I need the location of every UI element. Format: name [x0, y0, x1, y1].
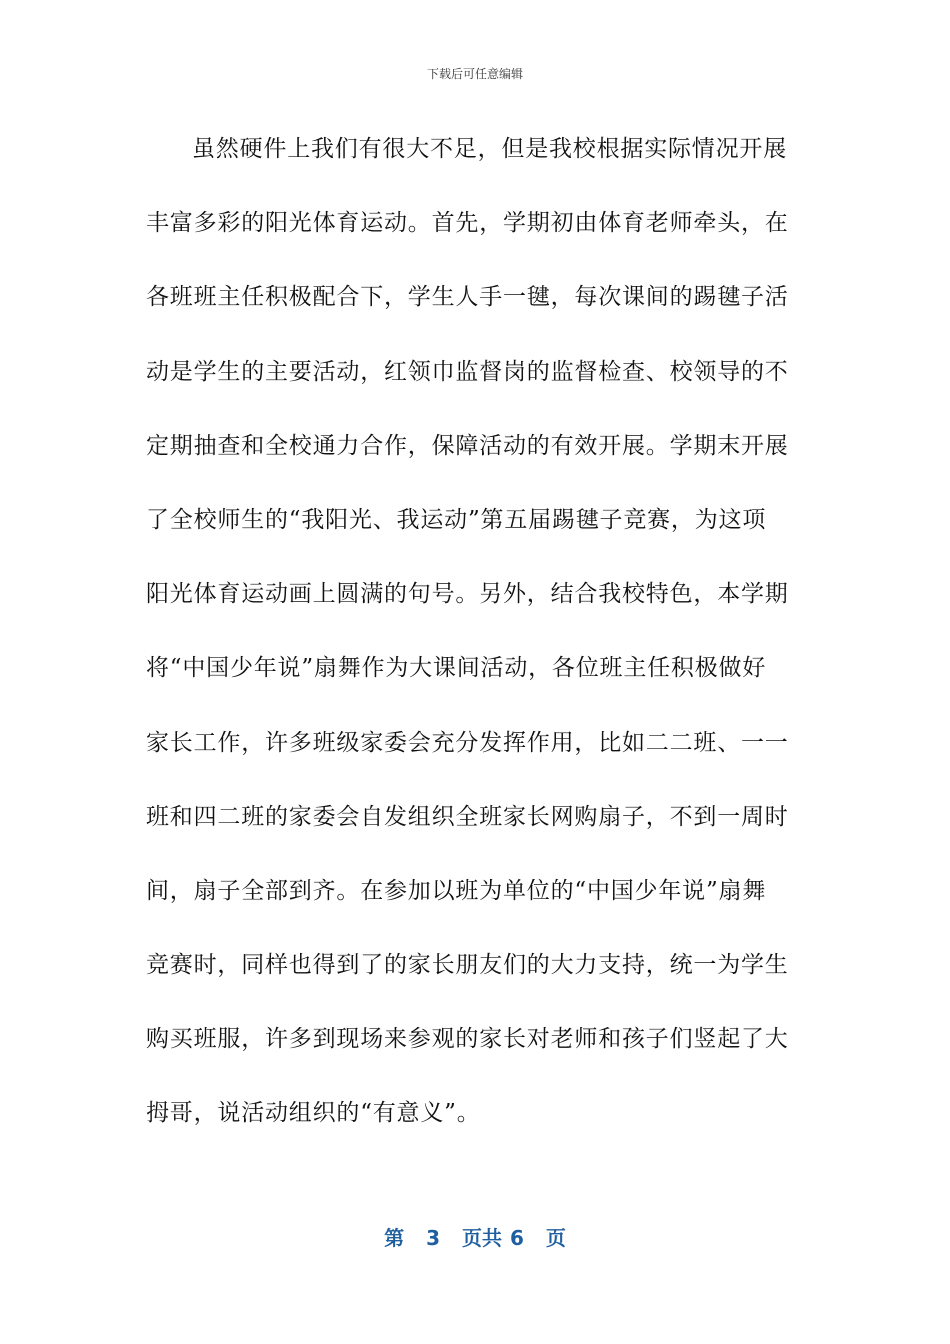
- paragraph-line: 班和四二班的家委会自发组织全班家长网购扇子，不到一周时: [146, 803, 789, 830]
- paragraph-line: 家长工作，许多班级家委会充分发挥作用，比如二二班、一一: [146, 729, 789, 756]
- paragraph-line: 虽然硬件上我们有很大不足，但是我校根据实际情况开展: [192, 136, 787, 162]
- paragraph-line: 竞赛时，同样也得到了的家长朋友们的大力支持，统一为学生: [146, 952, 789, 979]
- paragraph-line: 了全校师生的“我阳光、我运动”第五届踢毽子竞赛，为这项: [146, 506, 767, 533]
- paragraph-line: 间，扇子全部到齐。在参加以班为单位的“中国少年说”扇舞: [146, 877, 767, 904]
- paragraph-line: 丰富多彩的阳光体育运动。首先，学期初由体育老师牵头，在: [146, 210, 789, 237]
- page-footer: [0, 1224, 950, 1252]
- footer-suffix: 页: [545, 1226, 566, 1250]
- paragraph-line: 阳光体育运动画上圆满的句号。另外，结合我校特色，本学期: [146, 581, 789, 608]
- paragraph-line: 拇哥，说活动组织的“有意义”。: [146, 1100, 481, 1127]
- paragraph-line: 动是学生的主要活动，红领巾监督岗的监督检查、校领导的不: [146, 358, 789, 385]
- footer-total-pages: 6: [510, 1226, 524, 1250]
- paragraph-line: 定期抽查和全校通力合作，保障活动的有效开展。学期末开展: [146, 432, 789, 459]
- paragraph-line: 各班班主任积极配合下，学生人手一毽，每次课间的踢毽子活: [146, 284, 789, 311]
- document-body: [146, 112, 806, 1151]
- footer-current-page: 3: [426, 1226, 440, 1250]
- page-header-note: 下载后可任意编辑: [426, 67, 523, 81]
- paragraph-line: 将“中国少年说”扇舞作为大课间活动，各位班主任积极做好: [146, 655, 767, 682]
- footer-middle: 页共: [462, 1226, 502, 1250]
- footer-prefix: 第: [384, 1226, 405, 1250]
- paragraph-line: 购买班服，许多到现场来参观的家长对老师和孩子们竖起了大: [146, 1026, 789, 1053]
